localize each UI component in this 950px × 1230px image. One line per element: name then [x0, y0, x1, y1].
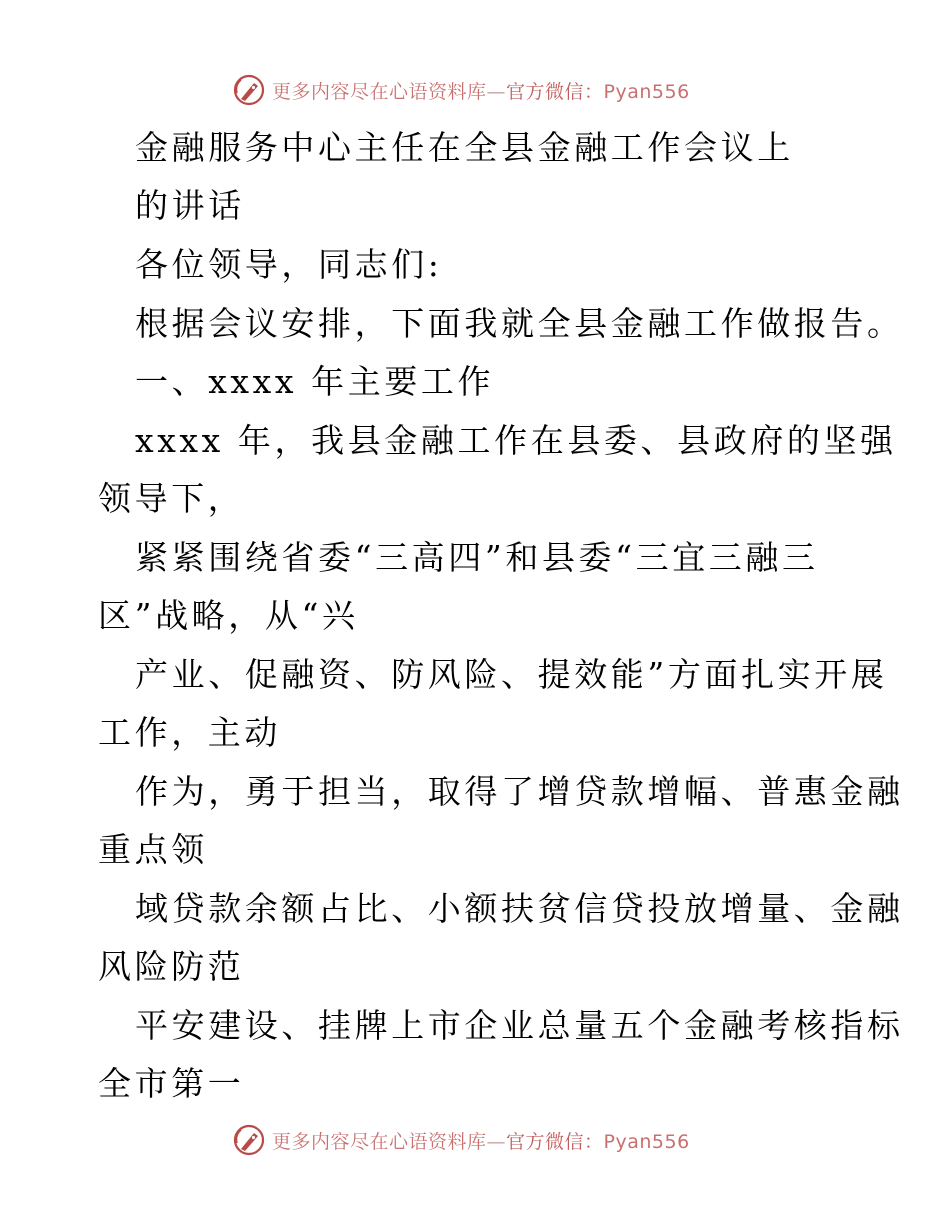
watermark-wechat-id: Pyan556: [603, 1130, 690, 1153]
doc-salutation: 各位领导，同志们:: [135, 245, 443, 284]
watermark-separator: —: [486, 1130, 507, 1153]
doc-paragraph-line: 风险防范: [98, 947, 245, 986]
doc-paragraph-line: 区”战略，从“兴: [98, 596, 359, 635]
watermark-text: [272, 77, 690, 104]
watermark-main: 更多内容尽在心语资料库: [272, 80, 487, 103]
doc-paragraph-line: 重点领: [98, 830, 208, 869]
doc-section-heading: 一、xxxx 年主要工作: [135, 362, 495, 401]
doc-paragraph-line: 全市第一: [98, 1064, 245, 1103]
watermark-wechat-label: 官方微信：: [506, 80, 604, 103]
watermark-separator: —: [486, 80, 507, 103]
watermark-header: [232, 70, 752, 110]
doc-paragraph-line: 工作，主动: [98, 713, 281, 752]
doc-paragraph-line: 平安建设、挂牌上市企业总量五个金融考核指标: [135, 1006, 904, 1045]
doc-paragraph-line: xxxx 年，我县金融工作在县委、县政府的坚强: [135, 421, 897, 460]
doc-paragraph-line: 根据会议安排，下面我就全县金融工作做报告。: [135, 304, 904, 343]
watermark-wechat-label: 官方微信：: [506, 1130, 604, 1153]
doc-paragraph-line: 作为，勇于担当，取得了增贷款增幅、普惠金融: [135, 772, 904, 811]
doc-paragraph-line: 领导下，: [98, 479, 245, 518]
watermark-text: [272, 1127, 690, 1154]
watermark-main: 更多内容尽在心语资料库: [272, 1130, 487, 1153]
pen-nib-circle-icon: [232, 1123, 266, 1157]
pen-nib-circle-icon: [232, 73, 266, 107]
doc-paragraph-line: 域贷款余额占比、小额扶贫信贷投放增量、金融: [135, 889, 904, 928]
watermark-wechat-id: Pyan556: [603, 80, 690, 103]
doc-title-line-1: 金融服务中心主任在全县金融工作会议上: [135, 128, 794, 167]
doc-title-line-2: 的讲话: [135, 186, 245, 225]
doc-paragraph-line: 紧紧围绕省委“三高四”和县委“三宜三融三: [135, 538, 819, 577]
doc-paragraph-line: 产业、促融资、防风险、提效能”方面扎实开展: [135, 655, 888, 694]
watermark-footer: [232, 1120, 752, 1160]
